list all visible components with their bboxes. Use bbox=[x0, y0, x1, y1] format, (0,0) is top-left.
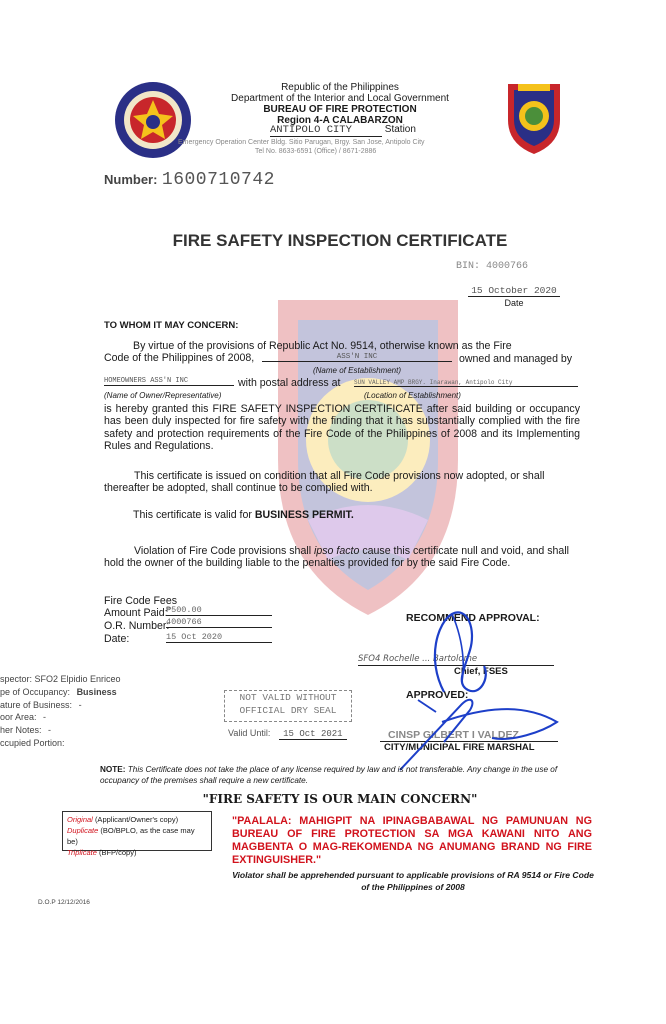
inspection-details bbox=[0, 673, 160, 750]
amount-value: ₱500.00 bbox=[166, 605, 272, 616]
violation-italic: ipso facto bbox=[314, 545, 360, 557]
bfp-seal-logo bbox=[113, 80, 193, 160]
issue-date-label: Date bbox=[504, 298, 524, 308]
or-label: O.R. Number: bbox=[104, 620, 170, 632]
note bbox=[100, 764, 580, 786]
other-notes-value: - bbox=[48, 725, 52, 736]
owner-name: HOMEOWNERS ASS'N INC bbox=[104, 377, 234, 386]
original-copy bbox=[67, 814, 207, 825]
occupancy-value: Business bbox=[76, 686, 117, 697]
note-label: NOTE: bbox=[100, 765, 126, 774]
postal-text: with postal address at bbox=[238, 377, 341, 389]
recommend-title: Chief, FSES bbox=[454, 666, 508, 677]
approved-name: CINSP GILBERT I VALDEZ bbox=[388, 729, 519, 741]
violation-suffix: cause this certificate null and void, and shall hold the owner of the building liable to the penalties provided for by the said Fire Code. bbox=[104, 545, 570, 570]
floor-line bbox=[0, 711, 160, 724]
body-paragraph-1a: By virtue of the provisions of Republic Act No. 9514, otherwise known as the Fire bbox=[133, 340, 512, 352]
other-notes-line bbox=[0, 724, 160, 737]
note-text: This Certificate does not take the place of any license required by law and is not transferable. Any change in the use of occupancy of the premises shall require a new certificate. bbox=[100, 765, 558, 785]
bfp-shield-logo bbox=[502, 80, 566, 156]
body-paragraph-1b: Code of the Philippines of 2008, bbox=[104, 352, 255, 364]
inspector-line: spector: SFO2 Elpidio Enriceo bbox=[0, 674, 121, 684]
header-department: Department of the Interior and Local Government bbox=[231, 93, 449, 104]
valid-until-label: Valid Until: bbox=[228, 728, 271, 738]
form-code: D.O.P 12/12/2016 bbox=[38, 899, 90, 906]
body-paragraph-4 bbox=[133, 509, 354, 521]
approved-title: CITY/MUNICIPAL FIRE MARSHAL bbox=[384, 742, 535, 753]
occupancy-line bbox=[0, 686, 160, 699]
header-republic: Republic of the Philippines bbox=[281, 82, 399, 93]
recommend-approval-label: RECOMMEND APPROVAL: bbox=[406, 612, 540, 624]
body-paragraph-2: is hereby granted this FIRE SAFETY INSPECTION CERTIFICATE after said building or occupancy has been duly inspected for fire safety with the finding that it has substantially complied with the fire safety and protection requirements of the Fire Code of the Philippines of 2008 and its Implementing Rules and Regulations. bbox=[104, 403, 580, 453]
original-label: Original bbox=[67, 815, 93, 824]
station-name: ANTIPOLO CITY bbox=[270, 124, 382, 137]
certificate-number bbox=[104, 170, 275, 190]
header-region: Region 4-A CALABARZON bbox=[277, 115, 403, 126]
original-desc: (Applicant/Owner's copy) bbox=[94, 815, 179, 824]
violation-prefix: Violation of Fire Code provisions shall bbox=[134, 545, 312, 557]
issue-date-value: 15 October 2020 bbox=[468, 285, 560, 297]
nature-label: ature of Business: bbox=[0, 699, 73, 710]
header-bureau: BUREAU OF FIRE PROTECTION bbox=[263, 104, 417, 115]
amount-label: Amount Paid: bbox=[104, 607, 168, 619]
bin-number: BIN: 4000766 bbox=[456, 261, 529, 272]
owner-label: (Name of Owner/Representative) bbox=[104, 391, 222, 400]
fees-heading: Fire Code Fees bbox=[104, 595, 178, 607]
other-notes-label: her Notes: bbox=[0, 725, 42, 736]
station-label: Station bbox=[384, 124, 416, 135]
valid-until bbox=[228, 728, 347, 740]
body-paragraph-3: This certificate is issued on condition that all Fire Code provisions now adopted, or shall thereafter be adopted, shall continue to be complied with. bbox=[104, 470, 545, 495]
location-value: SUN VALLEY AMP BRGY. Inarawan, Antipolo City bbox=[354, 379, 578, 387]
header-tel: Tel No. 8633-6591 (Office) / 8671-2886 bbox=[255, 148, 377, 155]
recommend-name: SFO4 Rochelle ... Bartolome bbox=[358, 654, 478, 664]
establishment-label: (Name of Establishment) bbox=[312, 366, 402, 375]
issue-date bbox=[468, 285, 560, 308]
number-value: 1600710742 bbox=[161, 170, 275, 190]
nature-line bbox=[0, 699, 160, 712]
valid-until-value: 15 Oct 2021 bbox=[279, 729, 347, 740]
duplicate-desc: (BO/BPLO, as the case may be) bbox=[67, 826, 195, 846]
nature-value: - bbox=[78, 699, 82, 710]
triplicate-desc: (BFP/copy) bbox=[98, 848, 137, 857]
portion-line: ccupied Portion: bbox=[0, 737, 65, 748]
fee-date-value: 15 Oct 2020 bbox=[166, 632, 272, 643]
triplicate-copy bbox=[67, 847, 207, 858]
stamp-line-1: NOT VALID WITHOUT bbox=[239, 692, 337, 703]
duplicate-copy bbox=[67, 825, 207, 847]
valid-for-value: BUSINESS PERMIT. bbox=[254, 509, 354, 521]
body-paragraph-5 bbox=[104, 545, 580, 570]
number-label: Number: bbox=[104, 172, 158, 187]
signature-scribble bbox=[372, 592, 572, 774]
approved-label: APPROVED: bbox=[406, 689, 469, 701]
establishment-name: ASS'N INC bbox=[262, 353, 452, 362]
floor-label: oor Area: bbox=[0, 712, 37, 723]
salutation: TO WHOM IT MAY CONCERN: bbox=[104, 320, 239, 331]
stamp-line-2: OFFICIAL DRY SEAL bbox=[239, 705, 337, 716]
owned-managed-text: owned and managed by bbox=[459, 353, 573, 365]
valid-for-text: This certificate is valid for bbox=[133, 509, 252, 521]
dry-seal-stamp bbox=[224, 690, 352, 722]
triplicate-label: Triplicate bbox=[67, 848, 97, 857]
header-station bbox=[270, 124, 440, 137]
slogan: "FIRE SAFETY IS OUR MAIN CONCERN" bbox=[202, 792, 478, 806]
copies-box bbox=[62, 811, 212, 857]
occupancy-label: pe of Occupancy: bbox=[0, 686, 71, 697]
duplicate-label: Duplicate bbox=[67, 826, 99, 835]
header-address: Emergency Operation Center Bldg. Sitio Parugan, Brgy. San Jose, Antipolo City bbox=[178, 139, 425, 146]
fee-date-label: Date: bbox=[104, 633, 130, 645]
or-value: 4000766 bbox=[166, 617, 272, 628]
paalala-warning: "PAALALA: MAHIGPIT NA IPINAGBABAWAL NG PAMUNUAN NG BUREAU OF FIRE PROTECTION SA MGA KAWANI NITO ANG MAGBENTA O MAG-REKOMENDA NG ANUMANG BRAND NG FIRE EXTINGUISHER." bbox=[232, 815, 592, 866]
violator-note: Violator shall be apprehended pursuant to applicable provisions of RA 9514 or Fire Code of the Philippines of 2008 bbox=[232, 870, 594, 892]
floor-value: - bbox=[43, 712, 47, 723]
page-title: FIRE SAFETY INSPECTION CERTIFICATE bbox=[172, 231, 508, 250]
location-label: (Location of Establishment) bbox=[364, 391, 461, 400]
